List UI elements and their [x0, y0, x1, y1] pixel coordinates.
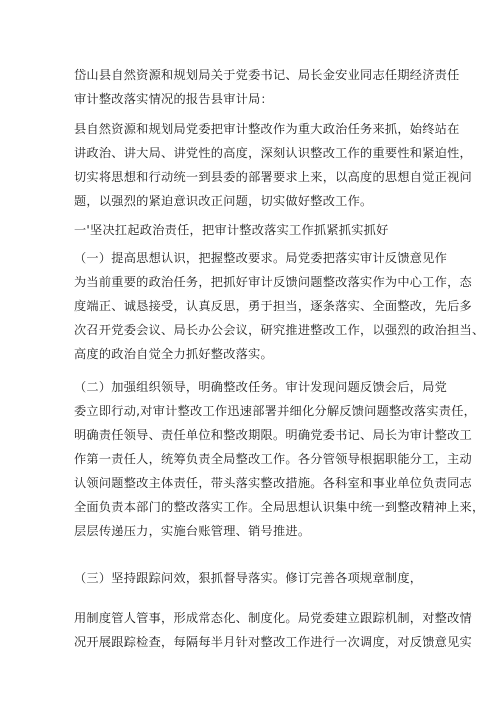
text-line: （一）提高思想认识，把握整改要求。局党委把落实审计反馈意见作 [74, 251, 448, 265]
text-line: 讲政治、讲大局、讲党性的高度，深刻认识整改工作的重要性和紧迫性， [74, 146, 472, 160]
text-line: 层层传递压力，实施台账管理、销号推进。 [74, 524, 311, 538]
text-line: 题，以强烈的紧迫意识改正问题，切实做好整改工作。 [74, 194, 373, 208]
text-line: 县自然资源和规划局党委把审计整改作为重大政治任务来抓，始终站在 [74, 122, 460, 136]
text-line: 岱山县自然资源和规划局关于党委书记、局长金安业同志任期经济责任 [74, 68, 460, 82]
text-line: 次召开党委会议、局长办公会议，研究推进整改工作，以强烈的政治担当、 [74, 323, 485, 337]
text-line: 为当前重要的政治任务，把抓好审计反馈问题整改落实作为中心工作，态 [74, 275, 472, 289]
point-paragraph-3 [74, 606, 472, 654]
point-paragraph-2 [74, 375, 485, 543]
text-line: 明确责任领导、责任单位和整改期限。明确党委书记、局长为审计整改工 [74, 428, 472, 442]
report-title [74, 63, 460, 111]
text-line: 一'坚决扛起政治责任，把审计整改落实工作抓紧抓实抓好 [74, 223, 389, 237]
text-line: （三）坚持跟踪问效，狠抓督导落实。修订完善各项规章制度， [74, 571, 423, 585]
text-line: 度端正、诚恳接受，认真反思，勇于担当，逐条落实、全面整改，先后多 [74, 299, 472, 313]
text-line: 作第一责任人，统筹负责全局整改工作。各分管领导根据职能分工，主动 [74, 452, 472, 466]
point-paragraph-3-lead [74, 566, 440, 590]
point-paragraph-1 [74, 246, 485, 366]
text-line: 切实将思想和行动统一到县委的部署要求上来，以高度的思想自觉正视问 [74, 170, 472, 184]
section-heading-1 [74, 218, 440, 242]
text-line: 认领问题整改主体责任，带头落实整改措施。各科室和事业单位负责同志 [74, 476, 472, 490]
text-line: 全面负责本部门的整改落实工作。全局思想认识集中统一到整改精神上来， [74, 500, 485, 514]
intro-paragraph [74, 117, 472, 213]
text-line: 委立即行动,对审计整改工作迅速部署并细化分解反馈问题整改落实责任， [74, 404, 477, 418]
text-line: 高度的政治自觉全力抓好整改落实。 [74, 347, 273, 361]
text-line: （二）加强组织领导，明确整改任务。审计发现问题反馈会后，局党 [74, 380, 448, 394]
text-line: 审计整改落实情况的报告县审计局： [74, 92, 273, 106]
text-line: 况开展跟踪检查，每隔每半月针对整改工作进行一次调度，对反馈意见实 [74, 635, 472, 649]
text-line: 用制度管人管事，形成常态化、制度化。局党委建立跟踪机制，对整改情 [74, 611, 472, 625]
